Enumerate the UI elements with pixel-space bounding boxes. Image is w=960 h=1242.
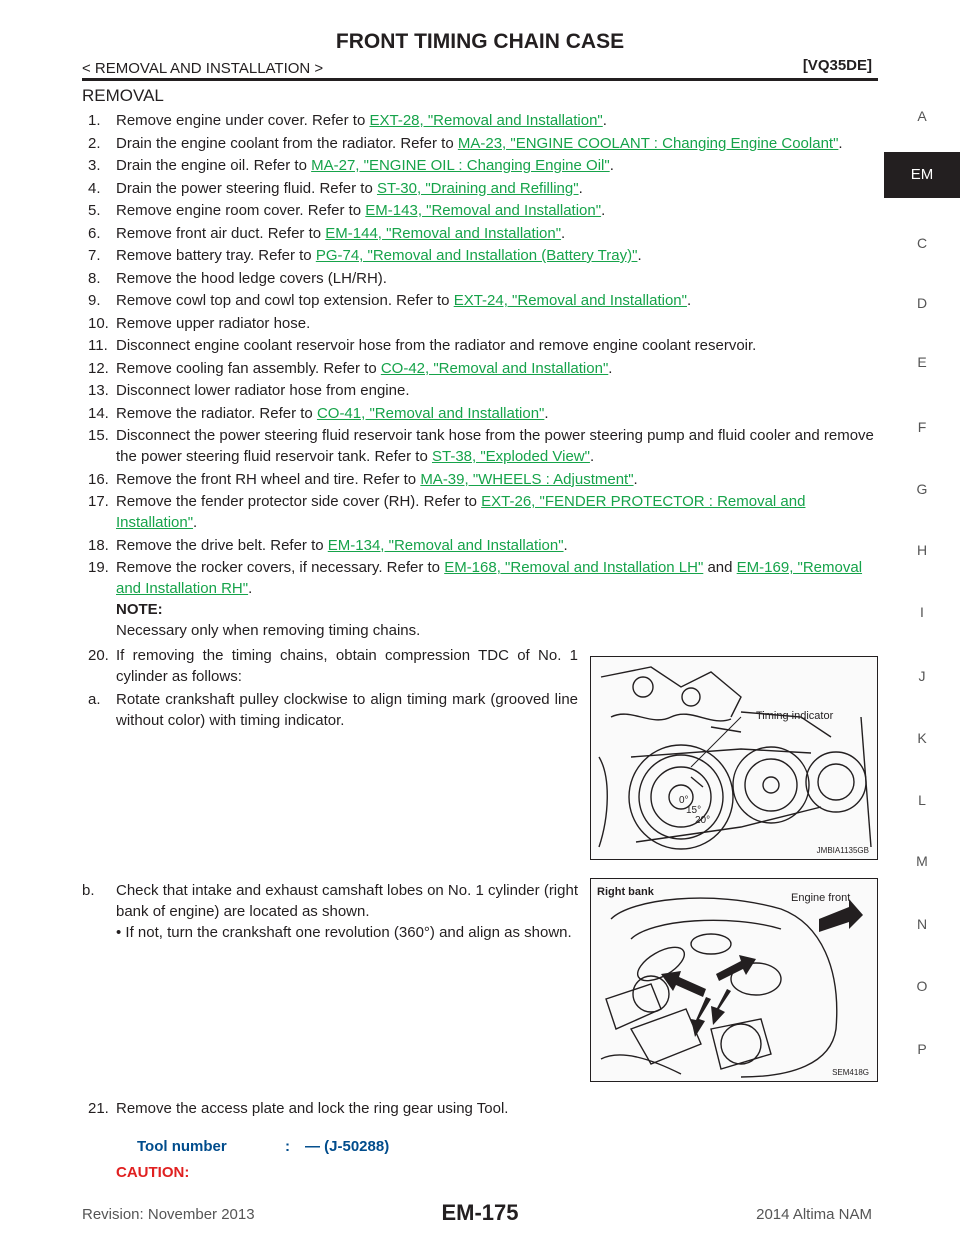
list-item (82, 223, 880, 244)
list-item (82, 245, 880, 266)
figure-label-right-bank: Right bank (597, 886, 654, 898)
step-text: . (602, 112, 607, 129)
side-index-active-tab[interactable]: EM (884, 152, 960, 198)
note-heading: NOTE: (116, 601, 163, 618)
step-number: 2. (88, 134, 101, 152)
reference-link[interactable]: PG-74, "Removal and Installation (Battery Tray)" (315, 247, 638, 264)
step-text: . (193, 514, 198, 531)
page-title: FRONT TIMING CHAIN CASE (335, 30, 625, 53)
side-index-letter[interactable]: F (917, 419, 927, 435)
reference-link[interactable]: MA-27, "ENGINE OIL : Changing Engine Oil" (311, 157, 610, 174)
step-text: Remove the access plate and lock the ring gear using Tool. (116, 1100, 509, 1117)
list-item (82, 178, 880, 199)
step-text: . (633, 470, 638, 488)
list-item (82, 290, 880, 311)
list-item (82, 1098, 880, 1119)
step-text: Remove front air duct. Refer to (116, 224, 326, 242)
reference-link[interactable]: EXT-24, "Removal and Installation" (453, 292, 687, 309)
step-text: Remove the rocker covers, if necessary. Refer to (116, 559, 445, 576)
reference-link[interactable]: EM-134, "Removal and Installation" (327, 536, 564, 554)
tool-number-row (137, 1138, 389, 1155)
engine-code: [VQ35DE] (802, 57, 872, 74)
reference-link[interactable]: EM-168, "Removal and Installation LH" (444, 559, 704, 576)
list-item (82, 491, 880, 533)
step-text: Drain the engine oil. Refer to (116, 157, 312, 174)
reference-link[interactable]: ST-30, "Draining and Refilling" (376, 179, 579, 197)
reference-link[interactable]: EM-144, "Removal and Installation" (325, 224, 562, 242)
breadcrumb: < REMOVAL AND INSTALLATION > (82, 60, 324, 77)
step-text: and (703, 559, 737, 576)
step-number: 3. (88, 157, 101, 174)
step-text: Check that intake and exhaust camshaft lobes on No. 1 cylinder (right bank of engine) are located as shown. (116, 882, 578, 920)
step-text: . (563, 536, 568, 554)
side-index-letter[interactable]: G (916, 481, 928, 497)
tool-label: Tool number (137, 1138, 227, 1155)
timing-mark-label: 0° (679, 795, 689, 806)
figure-label-timing-indicator: Timing indicator (756, 710, 834, 722)
reference-link[interactable]: EXT-26, "FENDER PROTECTOR : Removal and Installation" (116, 493, 806, 531)
list-item (82, 880, 578, 943)
side-index-letter[interactable]: P (917, 1041, 927, 1057)
list-item (82, 645, 578, 687)
side-index-letter[interactable]: I (920, 604, 924, 620)
step-text: . (589, 448, 595, 465)
step-number: 6. (88, 224, 101, 242)
side-index-letter[interactable]: N (916, 916, 928, 932)
step-text: Remove engine room cover. Refer to (116, 202, 366, 219)
step-text: Disconnect engine coolant reservoir hose from the radiator and remove engine coolant reservoir. (116, 337, 757, 354)
step-text: . (544, 404, 549, 422)
side-index-letter[interactable]: H (916, 542, 928, 558)
list-item (82, 403, 880, 424)
camshaft-lobes-illustration (591, 879, 877, 1081)
footer-model: 2014 Altima NAM (756, 1206, 872, 1223)
step-text: Remove the fender protector side cover (RH). Refer to (116, 493, 482, 510)
side-index-letter[interactable]: L (918, 792, 926, 808)
step-number: b. (82, 882, 95, 899)
side-index-letter[interactable]: C (916, 235, 928, 251)
step-text: . (578, 179, 583, 197)
reference-link[interactable]: EM-169, "Removal and Installation RH" (116, 559, 863, 597)
step-number: 9. (88, 292, 101, 309)
step-number: 1. (88, 112, 101, 129)
section-heading: REMOVAL (82, 86, 164, 105)
step-text: Remove the front RH wheel and tire. Refer to (116, 470, 421, 488)
timing-mark-label: 15° (686, 805, 702, 816)
step-number: 11. (88, 337, 108, 354)
step-number: 12. (88, 359, 109, 377)
step-text: . (609, 157, 614, 174)
step-number: 7. (88, 247, 101, 264)
step-text: Remove the drive belt. Refer to (116, 536, 328, 554)
side-index-letter[interactable]: M (916, 853, 928, 869)
step-text: Remove cowl top and cowl top extension. Refer to (116, 292, 454, 309)
step-number: 18. (88, 536, 109, 554)
list-item (82, 425, 880, 467)
reference-link[interactable]: MA-39, "WHEELS : Adjustment" (420, 470, 634, 488)
step-number: 4. (88, 179, 101, 197)
step-text: Remove the radiator. Refer to (116, 404, 317, 422)
note-text: Necessary only when removing timing chains. (116, 622, 421, 639)
side-index-letter[interactable]: E (917, 354, 927, 370)
step-text: . (608, 359, 613, 377)
caution-heading: CAUTION: (116, 1164, 190, 1181)
step-text: Drain the engine coolant from the radiator. Refer to (116, 134, 458, 152)
figure-label-engine-front: Engine front (791, 892, 851, 904)
footer-revision: Revision: November 2013 (82, 1206, 255, 1223)
side-index-letter[interactable]: J (918, 668, 926, 684)
list-item (82, 155, 880, 176)
timing-indicator-illustration (591, 657, 877, 859)
step-text: . (686, 292, 692, 309)
timing-indicator-figure (590, 656, 878, 860)
camshaft-lobes-figure (590, 878, 878, 1082)
list-item (82, 380, 880, 401)
side-index-letter[interactable]: K (917, 730, 927, 746)
step-number: 19. (88, 559, 109, 576)
step-number: 13. (88, 382, 109, 399)
reference-link[interactable]: MA-23, "ENGINE COOLANT : Changing Engine Coolant" (457, 134, 839, 152)
step-text: If removing the timing chains, obtain compression TDC of No. 1 cylinder as follows: (116, 647, 578, 685)
figure-code: JMBIA1135GB (816, 846, 869, 855)
step-text: Disconnect the power steering fluid reservoir tank hose from the power steering pump and fluid cooler and remove the power steering fluid reservoir tank. Refer to (116, 427, 874, 465)
figure-code: SEM418G (832, 1068, 869, 1077)
step-number: 20. (88, 647, 109, 664)
tool-separator: : (285, 1138, 290, 1155)
list-item (82, 535, 880, 556)
step-text: . (561, 224, 566, 242)
step-text: . (838, 134, 843, 152)
list-item (82, 313, 880, 334)
reference-link[interactable]: EXT-28, "Removal and Installation" (369, 112, 603, 129)
step-text: Disconnect lower radiator hose from engine. (116, 382, 410, 399)
reference-link[interactable]: EM-143, "Removal and Installation" (365, 202, 602, 219)
step-text: Remove battery tray. Refer to (116, 247, 316, 264)
list-item (82, 689, 578, 731)
step-number: 10. (88, 314, 109, 332)
reference-link[interactable]: CO-42, "Removal and Installation" (380, 359, 609, 377)
list-item (82, 557, 880, 641)
side-index-letter[interactable]: D (916, 295, 928, 311)
step-text: Rotate crankshaft pulley clockwise to align timing mark (grooved line without color) with timing indicator. (116, 690, 578, 729)
step-text: Remove engine under cover. Refer to (116, 112, 370, 129)
step-text: . (248, 580, 253, 597)
step-text: Remove upper radiator hose. (116, 314, 311, 332)
side-index-letter[interactable]: O (916, 978, 928, 994)
step-number: 16. (88, 470, 109, 488)
step-text: . (637, 247, 642, 264)
step-text: Remove cooling fan assembly. Refer to (116, 359, 381, 377)
reference-link[interactable]: CO-41, "Removal and Installation" (316, 404, 545, 422)
tool-value: — (J-50288) (305, 1138, 390, 1155)
step-number: 17. (88, 493, 109, 510)
step-number: 21. (88, 1100, 109, 1117)
header-rule (82, 78, 878, 81)
list-item (82, 133, 880, 154)
list-item (82, 268, 880, 289)
step-text: . (601, 202, 606, 219)
step-number: a. (88, 690, 101, 708)
list-item (82, 358, 880, 379)
page-number: EM-175 (441, 1200, 519, 1225)
reference-link[interactable]: ST-38, "Exploded View" (431, 448, 590, 465)
list-item (82, 200, 880, 221)
step-number: 14. (88, 404, 109, 422)
bullet-text: • If not, turn the crankshaft one revolution (360°) and align as shown. (116, 924, 572, 941)
step-number: 5. (88, 202, 101, 219)
list-item (82, 335, 880, 356)
step-number: 15. (88, 427, 109, 444)
side-index-letter[interactable]: A (917, 108, 927, 124)
timing-mark-label: 20° (695, 815, 711, 826)
procedure-steps (82, 110, 880, 732)
step-text: Remove the hood ledge covers (LH/RH). (116, 269, 387, 287)
list-item (82, 469, 880, 490)
step-number: 8. (88, 269, 101, 287)
list-item (82, 110, 880, 131)
step-text: Drain the power steering fluid. Refer to (116, 179, 377, 197)
